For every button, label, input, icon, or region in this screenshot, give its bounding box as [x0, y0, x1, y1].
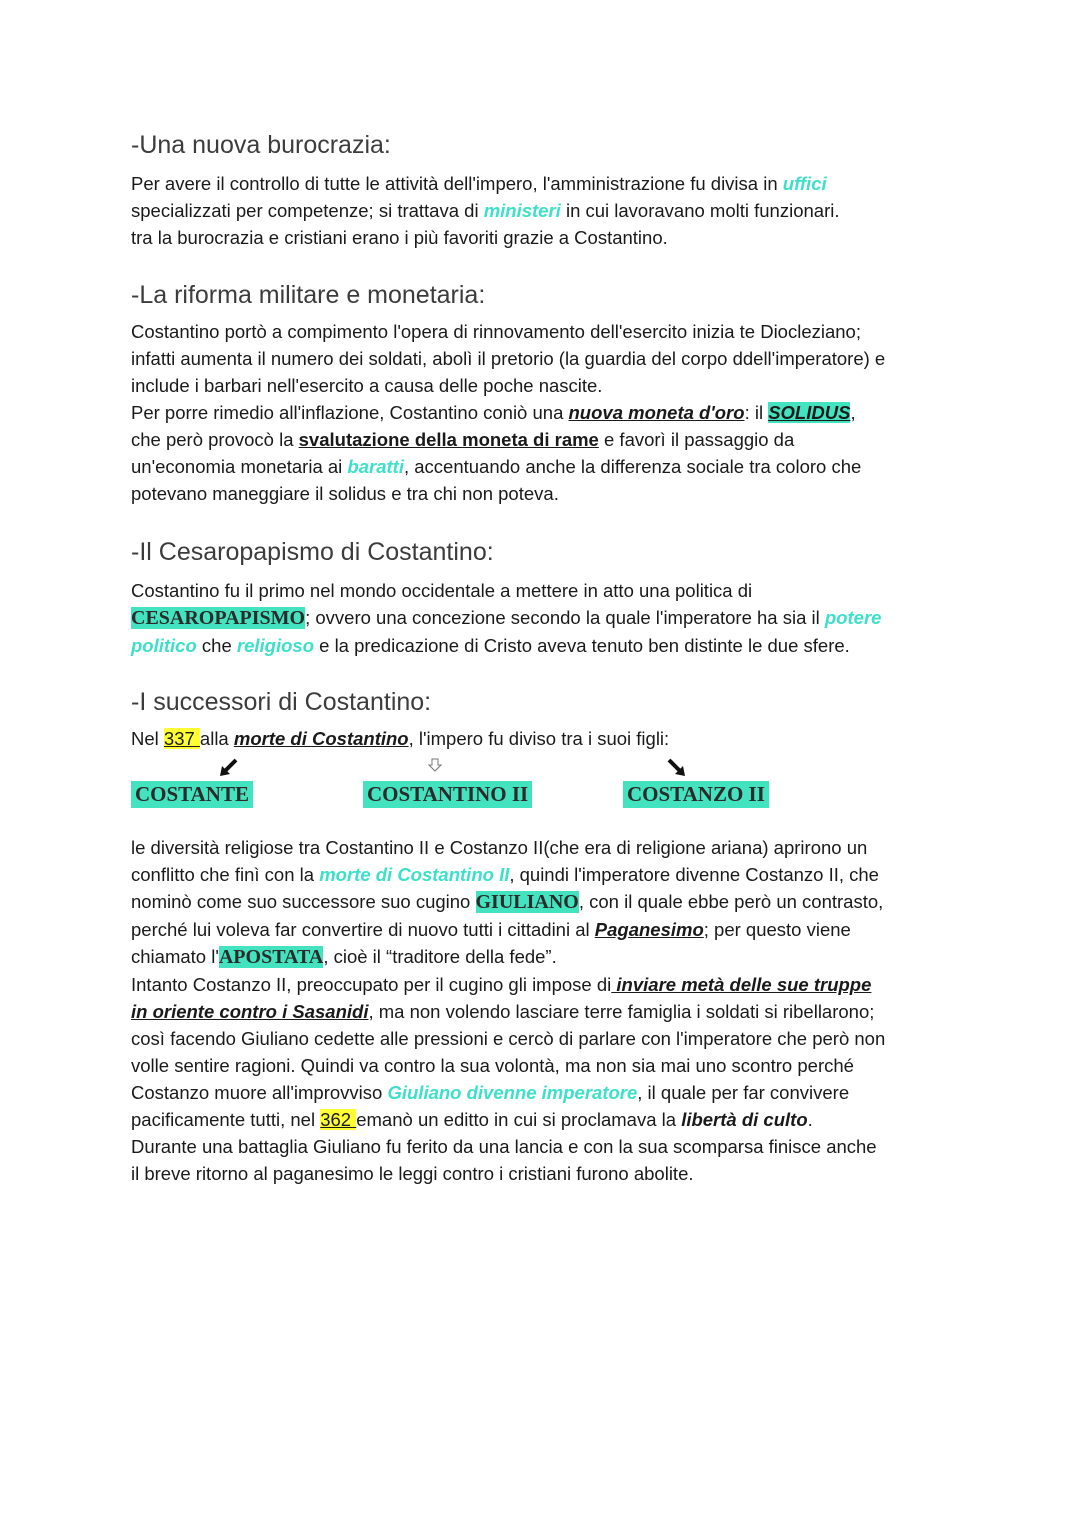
heading-burocrazia: -Una nuova burocrazia: — [131, 131, 391, 159]
text: : il — [744, 402, 769, 423]
section-burocrazia — [131, 130, 951, 251]
keyword-morte-costantino-ii: morte di Costantino II — [319, 864, 510, 885]
section-successori — [131, 687, 951, 752]
text: specializzati per competenze; si trattava di — [131, 200, 484, 221]
text: include i barbari nell'esercito a causa delle poche nascite. — [131, 375, 603, 396]
text: perché lui voleva far convertire di nuovo tutti i cittadini al — [131, 919, 595, 940]
son-costantino-ii: COSTANTINO II — [363, 781, 532, 808]
text: che — [196, 635, 237, 656]
text: Per porre rimedio all'inflazione, Costantino coniò una — [131, 402, 569, 423]
year-337: 337 — [163, 728, 200, 749]
text: infatti aumenta il numero dei soldati, abolì il pretorio (la guardia del corpo ddell'imperatore) e — [131, 348, 886, 369]
paragraph — [131, 725, 951, 752]
arrow-down-right-icon — [666, 757, 686, 777]
son-costanzo-ii: COSTANZO II — [623, 781, 769, 808]
text: conflitto che finì con la — [131, 864, 320, 885]
son-costante: COSTANTE — [131, 781, 253, 808]
text: Costantino portò a compimento l'opera di rinnovamento dell'esercito inizia te Diocleziano; — [131, 321, 861, 342]
keyword-nuova-moneta: nuova moneta d'oro — [568, 402, 745, 423]
text: volle sentire ragioni. Quindi va contro la sua volontà, ma non sia mai uno scontro perché — [131, 1055, 854, 1076]
section-cesaropapismo — [131, 537, 951, 659]
text: , accentuando anche la differenza sociale tra coloro che — [403, 456, 862, 477]
text: e la predicazione di Cristo aveva tenuto ben distinte le due sfere. — [314, 635, 850, 656]
keyword-liberta-culto: libertà di culto — [681, 1109, 808, 1130]
keyword-giuliano: GIULIANO — [475, 891, 579, 913]
keyword-politico: politico — [131, 635, 197, 656]
keyword-religioso: religioso — [236, 635, 314, 656]
keyword-uffici: uffici — [782, 173, 827, 194]
text: in cui lavoravano molti funzionari. — [560, 200, 840, 221]
keyword-sasanidi: in oriente contro i Sasanidi — [131, 1001, 369, 1022]
text: Durante una battaglia Giuliano fu ferito da una lancia e con la sua scomparsa finisce anche — [131, 1136, 877, 1157]
text: così facendo Giuliano cedette alle pressioni e cercò di parlare con l'imperatore che però non — [131, 1028, 886, 1049]
keyword-potere: potere — [824, 607, 882, 628]
text: emanò un editto in cui si proclamava la — [356, 1109, 682, 1130]
text: ; per questo viene — [703, 919, 851, 940]
text: , — [850, 402, 856, 423]
text: tra la burocrazia e cristiani erano i più favoriti grazie a Costantino. — [131, 227, 668, 248]
keyword-solidus: SOLIDUS — [768, 402, 851, 423]
text: , cioè il “traditore della fede”. — [323, 946, 557, 967]
text: . — [807, 1109, 813, 1130]
text: , ma non volendo lasciare terre famiglia i soldati si ribellarono; — [368, 1001, 875, 1022]
text: Costantino fu il primo nel mondo occidentale a mettere in atto una politica di — [131, 580, 753, 601]
section-riforma — [131, 280, 961, 507]
heading-cesaropapismo: -Il Cesaropapismo di Costantino: — [131, 538, 494, 566]
text: nominò come suo successore suo cugino — [131, 891, 476, 912]
text: , con il quale ebbe però un contrasto, — [578, 891, 884, 912]
sons-diagram — [131, 755, 831, 810]
paragraph — [131, 318, 961, 507]
text: potevano maneggiare il solidus e tra chi non poteva. — [131, 483, 559, 504]
keyword-paganesimo: Paganesimo — [594, 919, 704, 940]
keyword-svalutazione: svalutazione della moneta di rame — [298, 429, 599, 450]
text: pacificamente tutti, nel — [131, 1109, 321, 1130]
paragraph — [131, 834, 961, 1187]
heading-riforma: -La riforma militare e monetaria: — [131, 281, 486, 309]
text: , il quale per far convivere — [637, 1082, 850, 1103]
section-successori-body — [131, 834, 961, 1187]
keyword-giuliano-imperatore: Giuliano divenne imperatore — [387, 1082, 638, 1103]
text: alla — [199, 728, 234, 749]
text: Costanzo muore all'improvviso — [131, 1082, 388, 1103]
heading-successori: -I successori di Costantino: — [131, 688, 432, 716]
text: , quindi l'imperatore divenne Costanzo II, che — [509, 864, 879, 885]
arrow-down-icon — [428, 757, 442, 773]
text: ; ovvero una concezione secondo la quale l'imperatore ha sia il — [305, 607, 825, 628]
keyword-baratti: baratti — [347, 456, 404, 477]
arrow-down-left-icon — [219, 757, 239, 777]
keyword-inviare-truppe: inviare metà delle sue truppe — [611, 974, 872, 995]
text: chiamato l' — [131, 946, 219, 967]
keyword-ministeri: ministeri — [483, 200, 561, 221]
keyword-cesaropapismo: CESAROPAPISMO — [131, 607, 306, 629]
text: le diversità religiose tra Costantino II e Costanzo II(che era di religione ariana) aprirono un — [131, 837, 868, 858]
year-362: 362 — [320, 1109, 357, 1130]
keyword-morte-costantino: morte di Costantino — [233, 728, 409, 749]
text: il breve ritorno al paganesimo le leggi contro i cristiani furono abolite. — [131, 1163, 694, 1184]
text: Nel — [131, 728, 164, 749]
paragraph — [131, 170, 951, 251]
text: Per avere il controllo di tutte le attività dell'impero, l'amministrazione fu divisa in — [131, 173, 783, 194]
text: Intanto Costanzo II, preoccupato per il cugino gli impose di — [131, 974, 612, 995]
text: , l'impero fu diviso tra i suoi figli: — [408, 728, 670, 749]
keyword-apostata: APOSTATA — [218, 946, 324, 968]
paragraph — [131, 577, 951, 659]
text: un'economia monetaria ai — [131, 456, 348, 477]
text: che però provocò la — [131, 429, 299, 450]
text: e favorì il passaggio da — [598, 429, 795, 450]
